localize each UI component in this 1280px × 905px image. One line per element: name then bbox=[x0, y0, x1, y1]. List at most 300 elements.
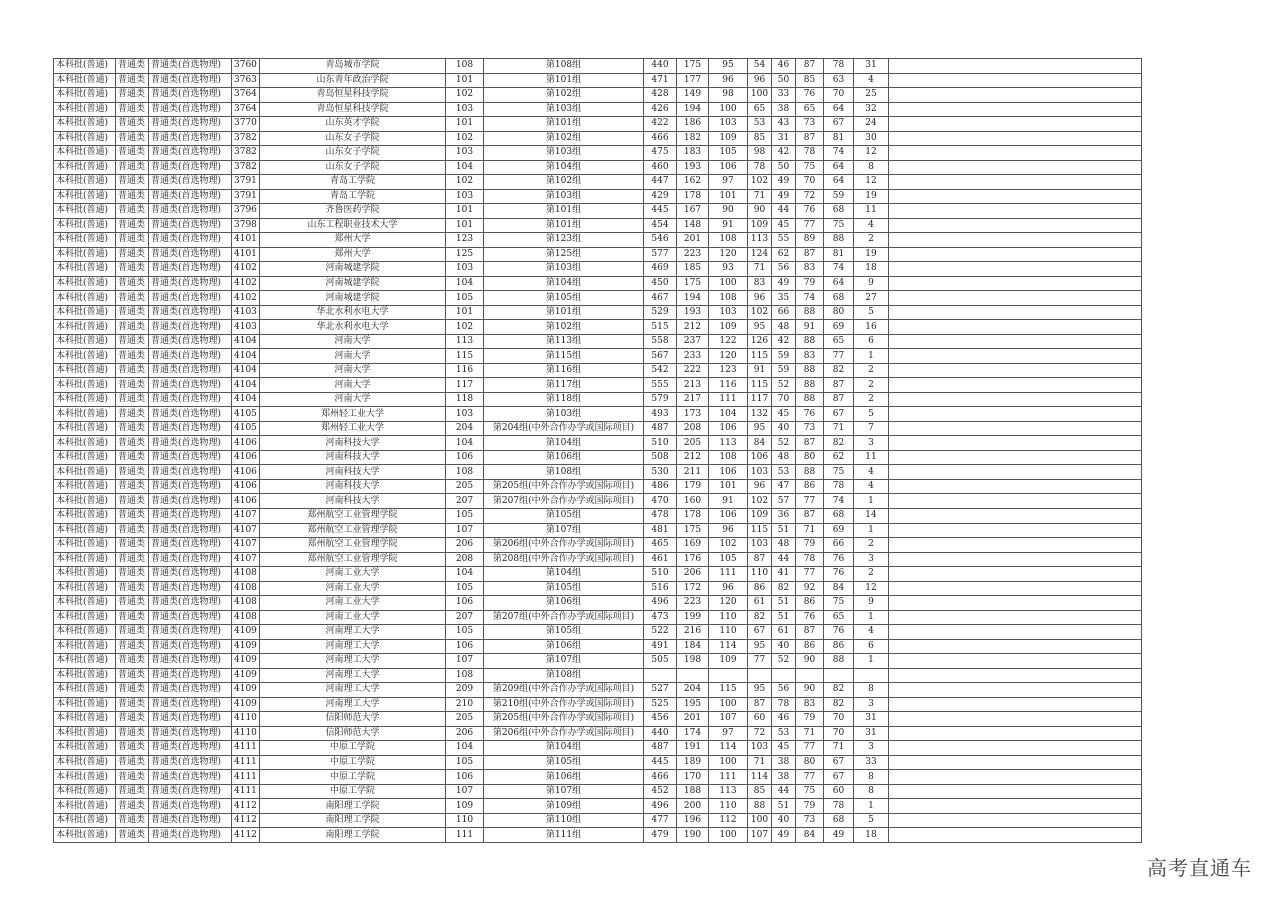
cell-elective-2: 84 bbox=[796, 828, 824, 843]
cell-group-code: 104 bbox=[446, 276, 484, 291]
cell-school-name: 河南大学 bbox=[260, 363, 446, 378]
cell-physics: 115 bbox=[748, 523, 772, 538]
cell-group-code: 111 bbox=[446, 828, 484, 843]
cell-school-name: 河南科技大学 bbox=[260, 479, 446, 494]
cell-category: 普通类 bbox=[116, 479, 149, 494]
cell-foreign-lang: 91 bbox=[709, 494, 748, 509]
table-row bbox=[54, 363, 1142, 378]
cell-elective-2: 86 bbox=[796, 479, 824, 494]
cell-group-code: 105 bbox=[446, 755, 484, 770]
cell-physics: 91 bbox=[748, 363, 772, 378]
cell-group-name: 第102组 bbox=[484, 88, 644, 103]
cell-total-score: 445 bbox=[644, 204, 677, 219]
cell-total-score: 466 bbox=[644, 770, 677, 785]
cell-elective-1: 53 bbox=[772, 726, 796, 741]
cell-chinese-math: 149 bbox=[677, 88, 709, 103]
cell-subject-type: 普通类(首选物理) bbox=[149, 668, 232, 683]
cell-school-name: 河南大学 bbox=[260, 334, 446, 349]
cell-rank: 9 bbox=[854, 276, 889, 291]
cell-group-code: 110 bbox=[446, 813, 484, 828]
cell-elective-1: 48 bbox=[772, 450, 796, 465]
cell-group-name: 第105组 bbox=[484, 581, 644, 596]
cell-elective-3: 78 bbox=[824, 799, 854, 814]
cell-group-code: 102 bbox=[446, 320, 484, 335]
cell-foreign-lang: 100 bbox=[709, 697, 748, 712]
cell-school-code: 4108 bbox=[232, 581, 260, 596]
cell-chinese-math: 183 bbox=[677, 146, 709, 161]
cell-elective-3: 64 bbox=[824, 160, 854, 175]
cell-blank bbox=[889, 538, 1142, 553]
cell-subject-type: 普通类(首选物理) bbox=[149, 160, 232, 175]
cell-physics: 78 bbox=[748, 160, 772, 175]
cell-batch: 本科批(普通) bbox=[54, 59, 116, 74]
cell-elective-3: 67 bbox=[824, 770, 854, 785]
cell-category: 普通类 bbox=[116, 334, 149, 349]
cell-elective-2: 73 bbox=[796, 813, 824, 828]
cell-elective-2: 87 bbox=[796, 625, 824, 640]
cell-blank bbox=[889, 625, 1142, 640]
cell-physics: 100 bbox=[748, 813, 772, 828]
cell-elective-2: 77 bbox=[796, 567, 824, 582]
cell-rank: 24 bbox=[854, 117, 889, 132]
cell-total-score: 508 bbox=[644, 450, 677, 465]
cell-batch: 本科批(普通) bbox=[54, 523, 116, 538]
cell-total-score: 491 bbox=[644, 639, 677, 654]
cell-subject-type: 普通类(首选物理) bbox=[149, 421, 232, 436]
cell-total-score: 493 bbox=[644, 407, 677, 422]
cell-subject-type: 普通类(首选物理) bbox=[149, 320, 232, 335]
cell-total-score: 475 bbox=[644, 146, 677, 161]
cell-elective-2: 80 bbox=[796, 755, 824, 770]
cell-school-name: 河南城建学院 bbox=[260, 276, 446, 291]
cell-batch: 本科批(普通) bbox=[54, 770, 116, 785]
cell-elective-1: 44 bbox=[772, 784, 796, 799]
cell-chinese-math: 193 bbox=[677, 305, 709, 320]
cell-elective-3: 88 bbox=[824, 654, 854, 669]
cell-group-name: 第125组 bbox=[484, 247, 644, 262]
cell-elective-2: 85 bbox=[796, 73, 824, 88]
cell-batch: 本科批(普通) bbox=[54, 668, 116, 683]
cell-elective-3: 67 bbox=[824, 117, 854, 132]
cell-foreign-lang: 108 bbox=[709, 233, 748, 248]
cell-blank bbox=[889, 218, 1142, 233]
cell-subject-type: 普通类(首选物理) bbox=[149, 596, 232, 611]
cell-chinese-math: 184 bbox=[677, 639, 709, 654]
cell-school-name: 信阳师范大学 bbox=[260, 712, 446, 727]
cell-school-name: 青岛城市学院 bbox=[260, 59, 446, 74]
cell-blank bbox=[889, 741, 1142, 756]
cell-elective-2: 87 bbox=[796, 59, 824, 74]
table-row bbox=[54, 741, 1142, 756]
cell-group-name: 第104组 bbox=[484, 567, 644, 582]
cell-chinese-math: 177 bbox=[677, 73, 709, 88]
cell-school-code: 4106 bbox=[232, 465, 260, 480]
cell-group-name: 第101组 bbox=[484, 305, 644, 320]
cell-elective-3: 69 bbox=[824, 523, 854, 538]
cell-total-score: 440 bbox=[644, 59, 677, 74]
cell-foreign-lang: 100 bbox=[709, 276, 748, 291]
cell-physics: 114 bbox=[748, 770, 772, 785]
table-row bbox=[54, 799, 1142, 814]
cell-batch: 本科批(普通) bbox=[54, 581, 116, 596]
table-row bbox=[54, 523, 1142, 538]
cell-rank: 8 bbox=[854, 160, 889, 175]
cell-elective-1: 38 bbox=[772, 770, 796, 785]
cell-category: 普通类 bbox=[116, 88, 149, 103]
cell-total-score: 530 bbox=[644, 465, 677, 480]
cell-subject-type: 普通类(首选物理) bbox=[149, 654, 232, 669]
cell-physics: 132 bbox=[748, 407, 772, 422]
cell-school-code: 4107 bbox=[232, 523, 260, 538]
cell-chinese-math: 193 bbox=[677, 160, 709, 175]
table-row bbox=[54, 784, 1142, 799]
cell-group-name: 第106组 bbox=[484, 450, 644, 465]
cell-rank: 3 bbox=[854, 436, 889, 451]
cell-group-code: 106 bbox=[446, 450, 484, 465]
cell-school-name: 河南工业大学 bbox=[260, 567, 446, 582]
cell-blank bbox=[889, 320, 1142, 335]
cell-physics: 60 bbox=[748, 712, 772, 727]
cell-blank bbox=[889, 523, 1142, 538]
cell-group-code: 115 bbox=[446, 349, 484, 364]
cell-school-code: 4104 bbox=[232, 334, 260, 349]
table-row bbox=[54, 610, 1142, 625]
table-row bbox=[54, 59, 1142, 74]
cell-category: 普通类 bbox=[116, 363, 149, 378]
cell-chinese-math: 216 bbox=[677, 625, 709, 640]
cell-category: 普通类 bbox=[116, 189, 149, 204]
cell-chinese-math: 233 bbox=[677, 349, 709, 364]
cell-rank: 19 bbox=[854, 247, 889, 262]
cell-foreign-lang: 114 bbox=[709, 639, 748, 654]
cell-chinese-math: 195 bbox=[677, 697, 709, 712]
cell-subject-type: 普通类(首选物理) bbox=[149, 233, 232, 248]
cell-category: 普通类 bbox=[116, 712, 149, 727]
cell-subject-type: 普通类(首选物理) bbox=[149, 88, 232, 103]
table-row bbox=[54, 291, 1142, 306]
cell-group-name: 第207组(中外合作办学或国际项目) bbox=[484, 610, 644, 625]
cell-school-code: 4106 bbox=[232, 479, 260, 494]
cell-elective-3: 75 bbox=[824, 465, 854, 480]
table-row bbox=[54, 204, 1142, 219]
cell-category: 普通类 bbox=[116, 523, 149, 538]
cell-foreign-lang: 109 bbox=[709, 320, 748, 335]
cell-chinese-math: 162 bbox=[677, 175, 709, 190]
cell-chinese-math: 194 bbox=[677, 291, 709, 306]
cell-total-score: 505 bbox=[644, 654, 677, 669]
cell-blank bbox=[889, 828, 1142, 843]
cell-elective-3: 70 bbox=[824, 712, 854, 727]
cell-elective-3: 77 bbox=[824, 349, 854, 364]
cell-school-code: 4107 bbox=[232, 508, 260, 523]
cell-batch: 本科批(普通) bbox=[54, 73, 116, 88]
cell-total-score: 479 bbox=[644, 828, 677, 843]
table-row bbox=[54, 421, 1142, 436]
cell-school-code: 3782 bbox=[232, 160, 260, 175]
cell-category: 普通类 bbox=[116, 247, 149, 262]
cell-group-name: 第123组 bbox=[484, 233, 644, 248]
cell-group-name: 第109组 bbox=[484, 799, 644, 814]
cell-subject-type: 普通类(首选物理) bbox=[149, 117, 232, 132]
cell-subject-type: 普通类(首选物理) bbox=[149, 334, 232, 349]
cell-physics: 109 bbox=[748, 508, 772, 523]
cell-group-code: 104 bbox=[446, 741, 484, 756]
cell-elective-1: 42 bbox=[772, 334, 796, 349]
cell-elective-1: 48 bbox=[772, 320, 796, 335]
cell-batch: 本科批(普通) bbox=[54, 465, 116, 480]
cell-school-name: 青岛工学院 bbox=[260, 175, 446, 190]
cell-physics: 95 bbox=[748, 683, 772, 698]
cell-batch: 本科批(普通) bbox=[54, 378, 116, 393]
cell-school-name: 河南理工大学 bbox=[260, 625, 446, 640]
cell-rank: 5 bbox=[854, 813, 889, 828]
cell-category: 普通类 bbox=[116, 436, 149, 451]
cell-elective-2: 83 bbox=[796, 697, 824, 712]
cell-group-name: 第107组 bbox=[484, 523, 644, 538]
cell-blank bbox=[889, 247, 1142, 262]
cell-group-name: 第115组 bbox=[484, 349, 644, 364]
cell-school-code: 4112 bbox=[232, 813, 260, 828]
cell-subject-type: 普通类(首选物理) bbox=[149, 131, 232, 146]
cell-elective-3: 81 bbox=[824, 131, 854, 146]
cell-group-code: 108 bbox=[446, 465, 484, 480]
cell-group-code: 102 bbox=[446, 175, 484, 190]
cell-elective-2: 88 bbox=[796, 378, 824, 393]
cell-rank: 33 bbox=[854, 755, 889, 770]
cell-blank bbox=[889, 407, 1142, 422]
cell-total-score: 487 bbox=[644, 421, 677, 436]
cell-category: 普通类 bbox=[116, 552, 149, 567]
cell-elective-3: 74 bbox=[824, 494, 854, 509]
cell-physics: 53 bbox=[748, 117, 772, 132]
cell-group-code: 103 bbox=[446, 189, 484, 204]
cell-batch: 本科批(普通) bbox=[54, 363, 116, 378]
cell-elective-2: 73 bbox=[796, 421, 824, 436]
cell-foreign-lang: 114 bbox=[709, 741, 748, 756]
cell-rank: 2 bbox=[854, 567, 889, 582]
cell-chinese-math: 169 bbox=[677, 538, 709, 553]
cell-elective-2: 88 bbox=[796, 305, 824, 320]
cell-elective-3 bbox=[824, 668, 854, 683]
cell-category: 普通类 bbox=[116, 610, 149, 625]
cell-group-name: 第106组 bbox=[484, 596, 644, 611]
cell-rank: 5 bbox=[854, 305, 889, 320]
cell-school-name: 郑州轻工业大学 bbox=[260, 421, 446, 436]
cell-elective-2: 90 bbox=[796, 683, 824, 698]
cell-school-name: 郑州大学 bbox=[260, 247, 446, 262]
cell-foreign-lang: 112 bbox=[709, 813, 748, 828]
cell-foreign-lang: 107 bbox=[709, 712, 748, 727]
cell-physics: 103 bbox=[748, 741, 772, 756]
cell-rank: 8 bbox=[854, 770, 889, 785]
cell-elective-3: 81 bbox=[824, 247, 854, 262]
cell-elective-3: 76 bbox=[824, 552, 854, 567]
cell-elective-3: 68 bbox=[824, 204, 854, 219]
cell-group-code: 103 bbox=[446, 407, 484, 422]
cell-total-score: 447 bbox=[644, 175, 677, 190]
cell-school-code: 4104 bbox=[232, 392, 260, 407]
cell-school-name: 河南大学 bbox=[260, 392, 446, 407]
cell-elective-1: 40 bbox=[772, 639, 796, 654]
cell-category: 普通类 bbox=[116, 596, 149, 611]
cell-group-name: 第104组 bbox=[484, 160, 644, 175]
cell-chinese-math: 204 bbox=[677, 683, 709, 698]
cell-elective-2: 72 bbox=[796, 189, 824, 204]
table-row bbox=[54, 407, 1142, 422]
cell-category: 普通类 bbox=[116, 581, 149, 596]
cell-foreign-lang: 111 bbox=[709, 770, 748, 785]
cell-subject-type: 普通类(首选物理) bbox=[149, 784, 232, 799]
cell-physics: 67 bbox=[748, 625, 772, 640]
cell-chinese-math: 222 bbox=[677, 363, 709, 378]
cell-group-name: 第204组(中外合作办学或国际项目) bbox=[484, 421, 644, 436]
cell-elective-2: 78 bbox=[796, 552, 824, 567]
cell-blank bbox=[889, 683, 1142, 698]
cell-group-name: 第107组 bbox=[484, 784, 644, 799]
cell-elective-1: 55 bbox=[772, 233, 796, 248]
cell-elective-1: 41 bbox=[772, 567, 796, 582]
cell-category: 普通类 bbox=[116, 625, 149, 640]
cell-school-code: 4101 bbox=[232, 233, 260, 248]
cell-foreign-lang: 108 bbox=[709, 291, 748, 306]
cell-blank bbox=[889, 450, 1142, 465]
cell-elective-3: 64 bbox=[824, 102, 854, 117]
cell-elective-1: 53 bbox=[772, 465, 796, 480]
table-row bbox=[54, 392, 1142, 407]
cell-group-code: 208 bbox=[446, 552, 484, 567]
cell-batch: 本科批(普通) bbox=[54, 741, 116, 756]
cell-group-code: 123 bbox=[446, 233, 484, 248]
cell-blank bbox=[889, 88, 1142, 103]
cell-elective-1: 38 bbox=[772, 755, 796, 770]
cell-batch: 本科批(普通) bbox=[54, 320, 116, 335]
cell-category: 普通类 bbox=[116, 59, 149, 74]
cell-group-code: 105 bbox=[446, 291, 484, 306]
cell-category: 普通类 bbox=[116, 160, 149, 175]
cell-elective-3: 65 bbox=[824, 610, 854, 625]
cell-elective-2: 91 bbox=[796, 320, 824, 335]
cell-batch: 本科批(普通) bbox=[54, 726, 116, 741]
cell-batch: 本科批(普通) bbox=[54, 392, 116, 407]
cell-elective-1: 51 bbox=[772, 799, 796, 814]
cell-school-code: 4105 bbox=[232, 421, 260, 436]
cell-elective-3: 68 bbox=[824, 508, 854, 523]
cell-category: 普通类 bbox=[116, 741, 149, 756]
cell-chinese-math: 170 bbox=[677, 770, 709, 785]
table-row bbox=[54, 175, 1142, 190]
cell-elective-3: 60 bbox=[824, 784, 854, 799]
cell-physics: 103 bbox=[748, 538, 772, 553]
cell-blank bbox=[889, 668, 1142, 683]
cell-foreign-lang: 120 bbox=[709, 247, 748, 262]
cell-elective-3: 59 bbox=[824, 189, 854, 204]
table-row bbox=[54, 465, 1142, 480]
cell-physics bbox=[748, 668, 772, 683]
table-row bbox=[54, 450, 1142, 465]
cell-batch: 本科批(普通) bbox=[54, 131, 116, 146]
cell-group-name: 第104组 bbox=[484, 741, 644, 756]
cell-batch: 本科批(普通) bbox=[54, 755, 116, 770]
cell-chinese-math: 196 bbox=[677, 813, 709, 828]
cell-group-name: 第104组 bbox=[484, 276, 644, 291]
cell-group-name: 第103组 bbox=[484, 189, 644, 204]
cell-elective-2: 78 bbox=[796, 146, 824, 161]
cell-subject-type: 普通类(首选物理) bbox=[149, 508, 232, 523]
cell-physics: 87 bbox=[748, 552, 772, 567]
cell-category: 普通类 bbox=[116, 349, 149, 364]
table-row bbox=[54, 305, 1142, 320]
cell-physics: 72 bbox=[748, 726, 772, 741]
cell-total-score: 461 bbox=[644, 552, 677, 567]
cell-total-score: 428 bbox=[644, 88, 677, 103]
cell-total-score: 558 bbox=[644, 334, 677, 349]
cell-group-code: 101 bbox=[446, 218, 484, 233]
cell-group-name: 第101组 bbox=[484, 204, 644, 219]
table-row bbox=[54, 233, 1142, 248]
cell-subject-type: 普通类(首选物理) bbox=[149, 610, 232, 625]
cell-blank bbox=[889, 334, 1142, 349]
cell-category: 普通类 bbox=[116, 799, 149, 814]
cell-group-code: 125 bbox=[446, 247, 484, 262]
cell-elective-3: 66 bbox=[824, 538, 854, 553]
cell-elective-3: 65 bbox=[824, 334, 854, 349]
cell-total-score: 470 bbox=[644, 494, 677, 509]
cell-school-code: 4104 bbox=[232, 363, 260, 378]
cell-elective-3: 74 bbox=[824, 146, 854, 161]
cell-category: 普通类 bbox=[116, 146, 149, 161]
cell-rank: 1 bbox=[854, 523, 889, 538]
cell-rank: 6 bbox=[854, 334, 889, 349]
cell-batch: 本科批(普通) bbox=[54, 712, 116, 727]
table-row bbox=[54, 683, 1142, 698]
cell-physics: 54 bbox=[748, 59, 772, 74]
cell-elective-1: 36 bbox=[772, 508, 796, 523]
cell-category: 普通类 bbox=[116, 567, 149, 582]
cell-batch: 本科批(普通) bbox=[54, 160, 116, 175]
cell-foreign-lang: 102 bbox=[709, 538, 748, 553]
cell-blank bbox=[889, 610, 1142, 625]
cell-group-name: 第116组 bbox=[484, 363, 644, 378]
cell-chinese-math: 160 bbox=[677, 494, 709, 509]
cell-total-score: 555 bbox=[644, 378, 677, 393]
cell-chinese-math: 217 bbox=[677, 392, 709, 407]
cell-total-score: 525 bbox=[644, 697, 677, 712]
cell-rank: 2 bbox=[854, 538, 889, 553]
cell-group-name: 第101组 bbox=[484, 218, 644, 233]
cell-group-name: 第113组 bbox=[484, 334, 644, 349]
cell-elective-1: 52 bbox=[772, 378, 796, 393]
cell-rank: 4 bbox=[854, 465, 889, 480]
cell-blank bbox=[889, 392, 1142, 407]
cell-elective-1: 40 bbox=[772, 813, 796, 828]
cell-chinese-math: 194 bbox=[677, 102, 709, 117]
cell-elective-1: 44 bbox=[772, 204, 796, 219]
cell-group-code: 102 bbox=[446, 88, 484, 103]
cell-school-name: 南阳理工学院 bbox=[260, 828, 446, 843]
cell-chinese-math: 182 bbox=[677, 131, 709, 146]
cell-physics: 77 bbox=[748, 654, 772, 669]
cell-elective-1: 51 bbox=[772, 523, 796, 538]
cell-batch: 本科批(普通) bbox=[54, 421, 116, 436]
cell-elective-1: 45 bbox=[772, 407, 796, 422]
cell-elective-2: 83 bbox=[796, 262, 824, 277]
table-row bbox=[54, 668, 1142, 683]
cell-chinese-math: 186 bbox=[677, 117, 709, 132]
cell-total-score: 529 bbox=[644, 305, 677, 320]
cell-rank: 4 bbox=[854, 73, 889, 88]
cell-school-code: 4108 bbox=[232, 610, 260, 625]
cell-batch: 本科批(普通) bbox=[54, 697, 116, 712]
